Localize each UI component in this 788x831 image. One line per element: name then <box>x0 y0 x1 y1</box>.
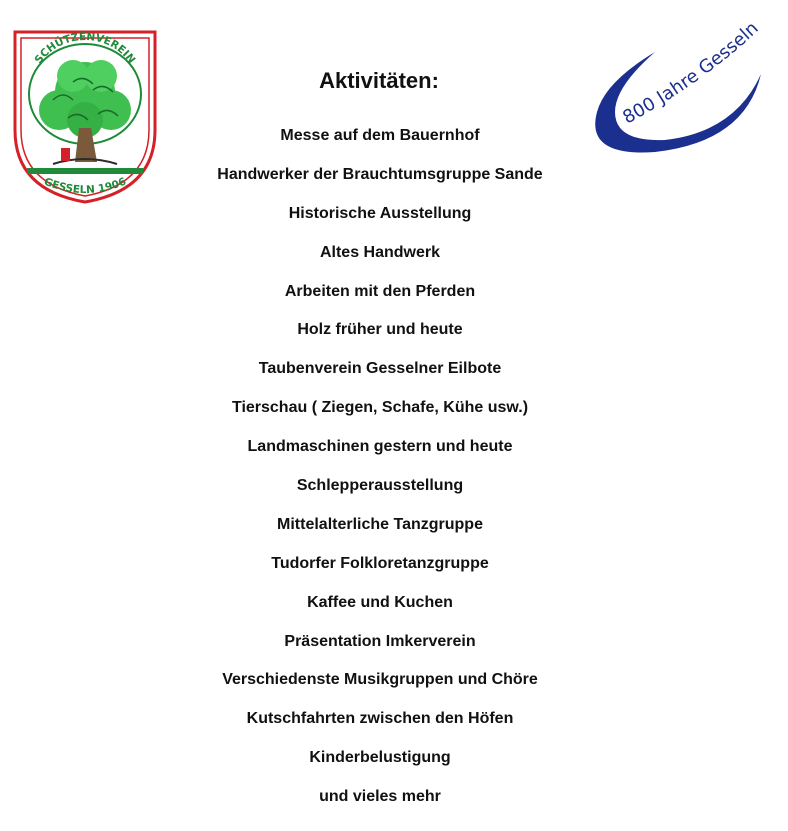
page-title: Aktivitäten: <box>319 68 439 93</box>
activity-item: Handwerker der Brauchtumsgruppe Sande <box>217 165 543 183</box>
activity-item: Kutschfahrten zwischen den Höfen <box>246 710 514 728</box>
activity-item: Mittelalterliche Tanzgruppe <box>277 515 483 533</box>
crest-top-text: SCHÜTZENVEREIN <box>32 30 138 66</box>
activity-item: Kinderbelustigung <box>309 749 451 767</box>
activity-item: Verschiedenste Musikgruppen und Chöre <box>222 671 538 689</box>
activity-item: Schlepperausstellung <box>296 477 464 495</box>
activity-item: Altes Handwerk <box>319 243 441 261</box>
activity-item: Messe auf dem Bauernhof <box>280 127 480 144</box>
activity-item: Holz früher und heute <box>297 321 463 339</box>
crest-bottom-text: GESSELN 1906 <box>42 175 128 197</box>
activity-item: Präsentation Imkerverein <box>284 632 476 650</box>
activity-item: Arbeiten mit den Pferden <box>284 282 476 300</box>
activity-item: Tudorfer Folkloretanzgruppe <box>271 554 489 572</box>
activity-item: Tierschau ( Ziegen, Schafe, Kühe usw.) <box>231 399 529 417</box>
activity-item: und vieles mehr <box>319 788 441 806</box>
activity-item: Landmaschinen gestern und heute <box>247 438 513 456</box>
activity-item: Taubenverein Gesselner Eilbote <box>258 360 502 378</box>
activity-item: Kaffee und Kuchen <box>307 593 453 611</box>
anniversary-text: 800 Jahre Gesseln <box>619 17 763 129</box>
activity-item: Historische Ausstellung <box>288 204 472 222</box>
activity-list <box>0 123 788 823</box>
